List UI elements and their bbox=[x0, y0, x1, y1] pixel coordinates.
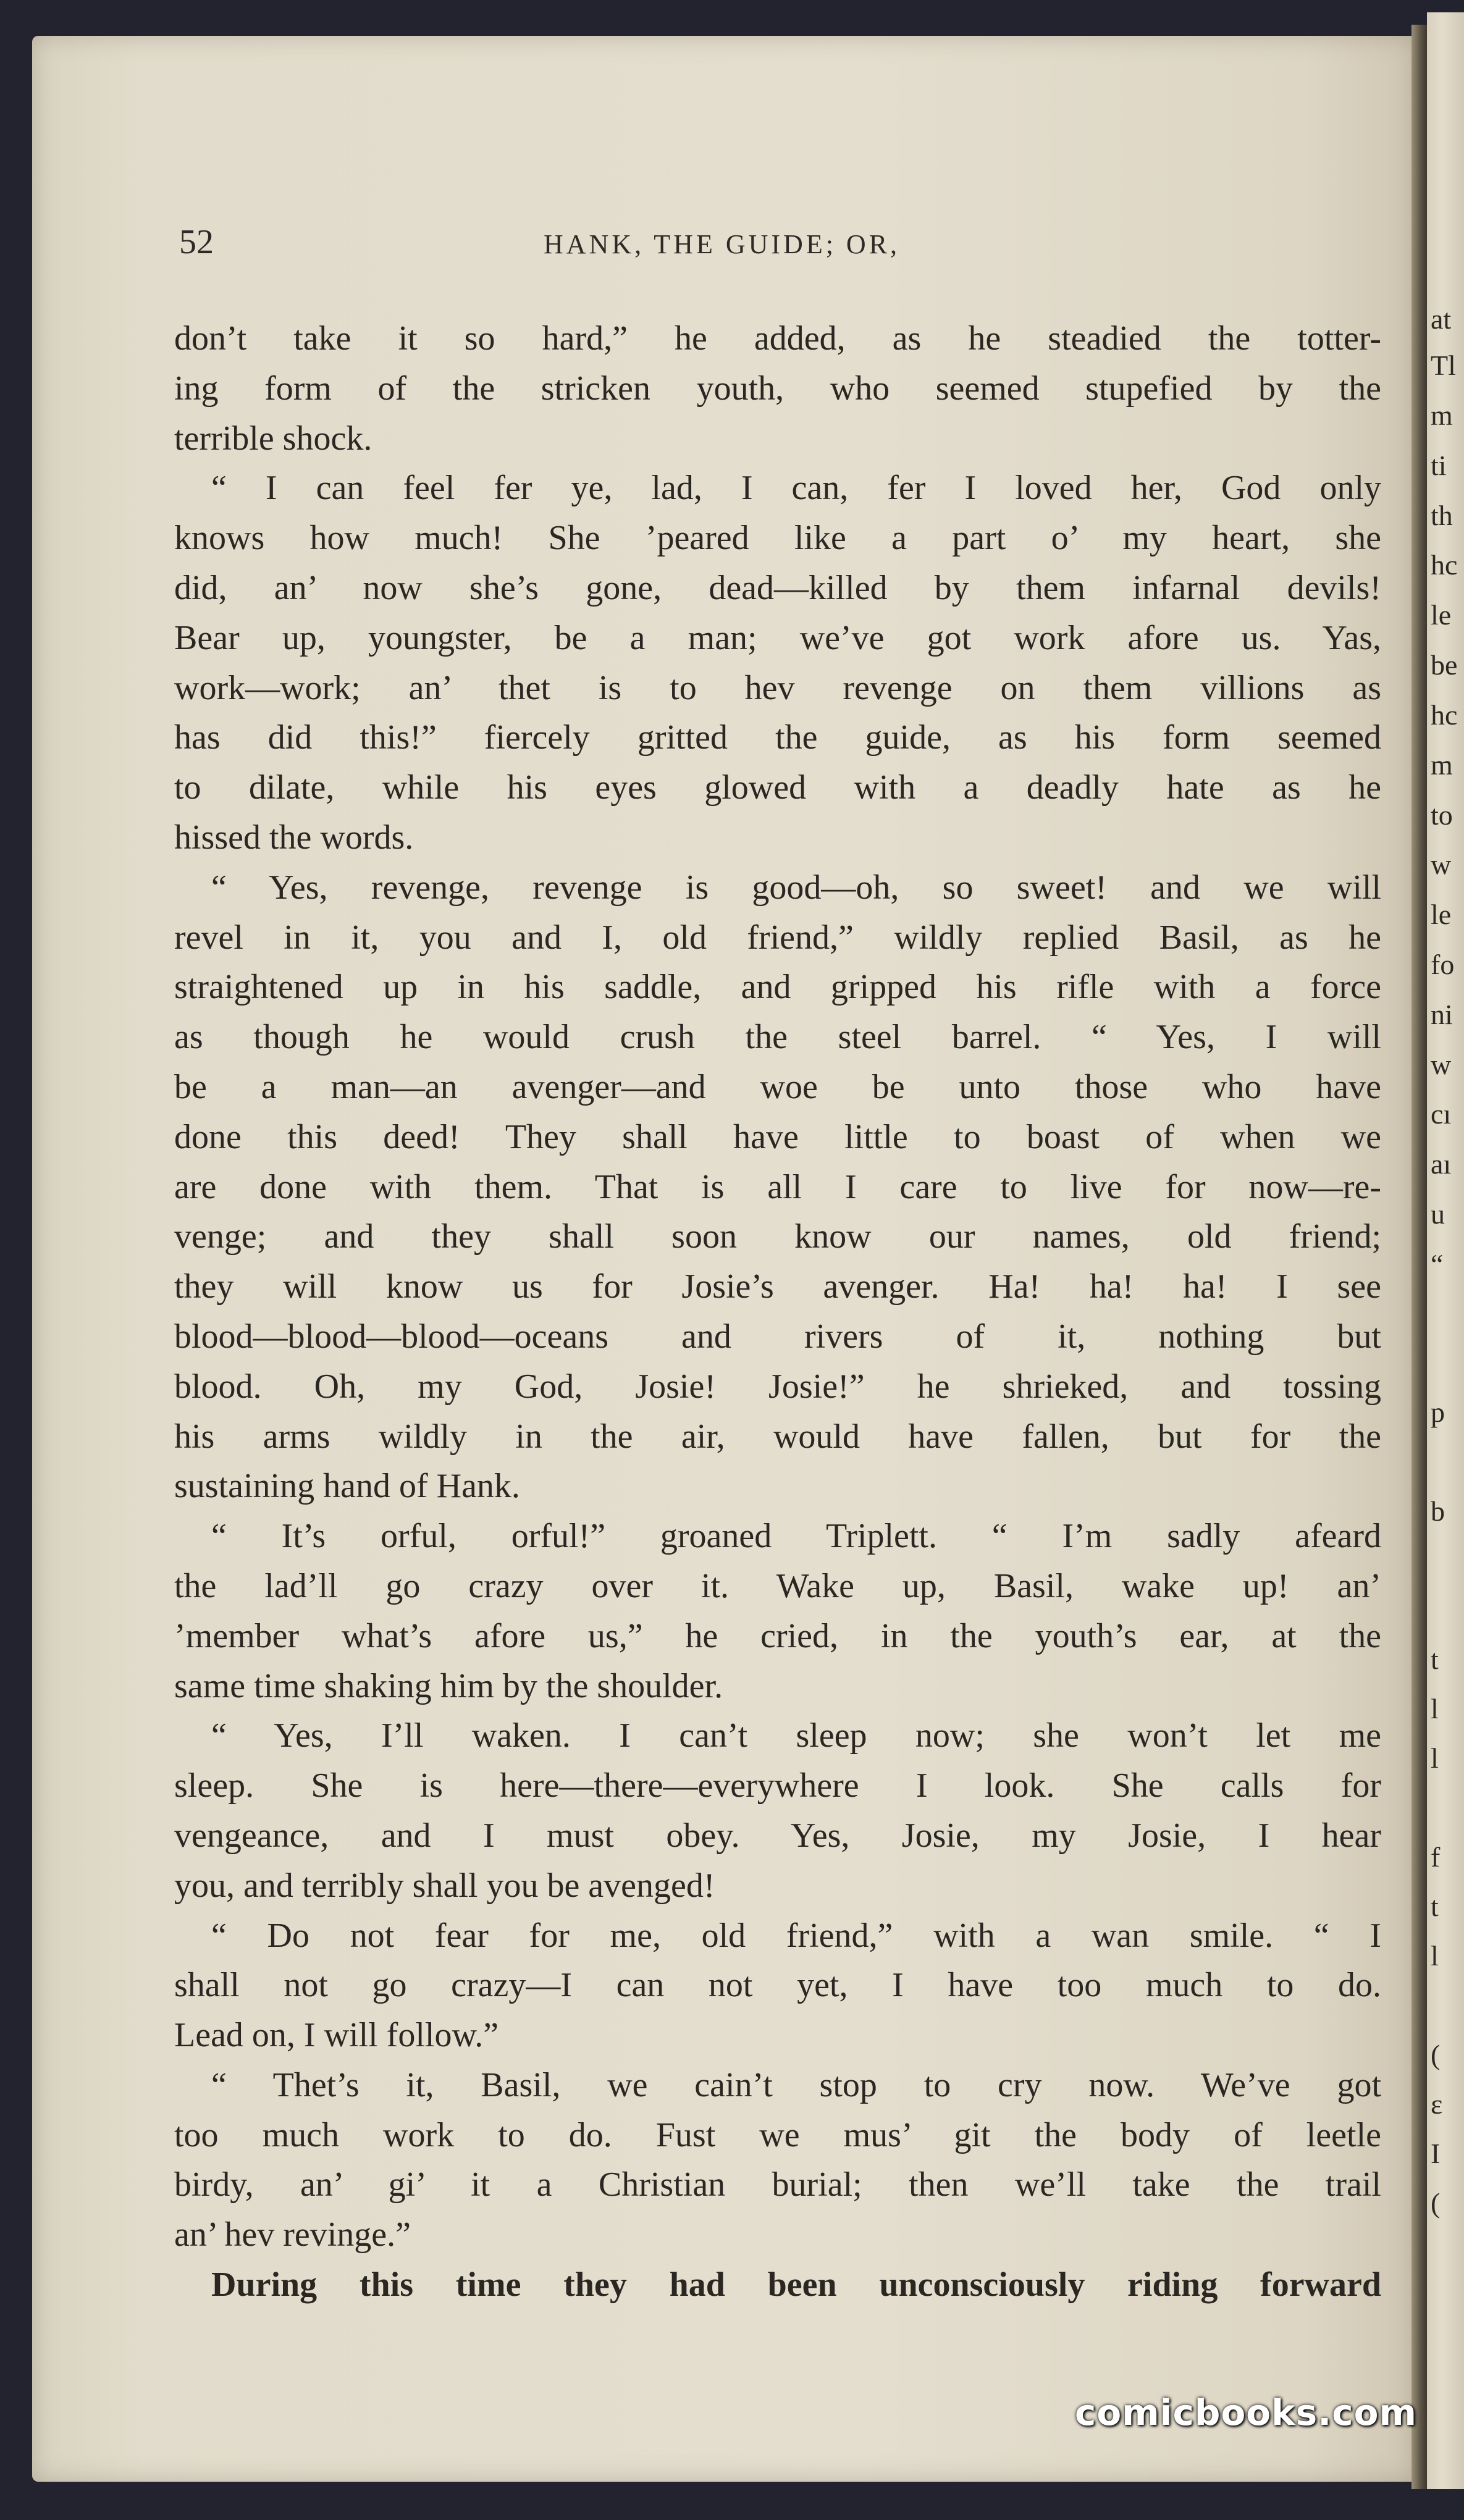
facing-page-fragment: ti bbox=[1431, 450, 1447, 481]
text-line: “ It’s orful, orful!” groaned Triplett. “ I’m sadly afeard bbox=[211, 1517, 1381, 1556]
text-line: venge; and they shall soon know our names, old friend; bbox=[174, 1217, 1381, 1256]
facing-page-fragment: p bbox=[1431, 1396, 1445, 1428]
text-line: his arms wildly in the air, would have fallen, but for the bbox=[174, 1417, 1381, 1456]
facing-page-fragment: t bbox=[1431, 1644, 1439, 1675]
text-line: revel in it, you and I, old friend,” wildly replied Basil, as he bbox=[174, 918, 1381, 957]
facing-page-fragment: cı bbox=[1431, 1098, 1452, 1130]
text-line: the lad’ll go crazy over it. Wake up, Basil, wake up! an’ bbox=[174, 1566, 1381, 1605]
text-line: are done with them. That is all I care to live for now—re- bbox=[174, 1167, 1381, 1206]
text-line: Bear up, youngster, be a man; we’ve got work afore us. Yas, bbox=[174, 618, 1381, 657]
facing-page-fragment: hc bbox=[1431, 549, 1458, 581]
facing-page-fragment: m bbox=[1431, 400, 1453, 431]
facing-page-fragment: ε bbox=[1431, 2088, 1443, 2120]
text-line: done this deed! They shall have little to boast of when we bbox=[174, 1117, 1381, 1156]
facing-page-fragment: be bbox=[1431, 649, 1458, 681]
text-line: too much work to do. Fust we mus’ git the body of leetle bbox=[174, 2115, 1381, 2154]
book-gutter bbox=[1411, 25, 1428, 2489]
text-line: to dilate, while his eyes glowed with a deadly hate as he bbox=[174, 768, 1381, 807]
text-line: “ Thet’s it, Basil, we cain’t stop to cry now. We’ve got bbox=[211, 2065, 1381, 2104]
facing-page-fragment: at bbox=[1431, 303, 1452, 335]
text-line: birdy, an’ gi’ it a Christian burial; then we’ll take the trail bbox=[174, 2165, 1381, 2204]
text-line: terrible shock. bbox=[174, 419, 372, 458]
facing-page-fragment: hc bbox=[1431, 699, 1458, 731]
text-line: blood—blood—blood—oceans and rivers of it, nothing but bbox=[174, 1317, 1381, 1356]
facing-page-edge bbox=[1427, 12, 1464, 2489]
page-number: 52 bbox=[179, 223, 214, 261]
facing-page-fragment: aı bbox=[1431, 1148, 1452, 1180]
text-line: work—work; an’ thet is to hev revenge on them villions as bbox=[174, 668, 1381, 707]
facing-page-fragment: ni bbox=[1431, 999, 1453, 1030]
facing-page-fragment: le bbox=[1431, 899, 1452, 930]
facing-page-fragment: th bbox=[1431, 500, 1453, 531]
text-line: “ Yes, I’ll waken. I can’t sleep now; she won’t let me bbox=[211, 1716, 1381, 1755]
facing-page-fragment: le bbox=[1431, 599, 1452, 631]
text-line: Lead on, I will follow.” bbox=[174, 2016, 499, 2055]
facing-page-fragment: Tl bbox=[1431, 350, 1456, 381]
text-line: blood. Oh, my God, Josie! Josie!” he shrieked, and tossing bbox=[174, 1367, 1381, 1406]
text-line: they will know us for Josie’s avenger. Ha! ha! ha! I see bbox=[174, 1267, 1381, 1306]
facing-page-fragment: “ bbox=[1431, 1248, 1444, 1280]
facing-page-fragment: fo bbox=[1431, 949, 1455, 980]
facing-page-fragment: I bbox=[1431, 2138, 1441, 2169]
text-line: has did this!” fiercely gritted the guide, as his form seemed bbox=[174, 718, 1381, 757]
facing-page-fragment: to bbox=[1431, 799, 1453, 831]
text-line: During this time they had been unconsciously riding forward bbox=[211, 2266, 1381, 2304]
text-line: sleep. She is here—there—everywhere I look. She calls for bbox=[174, 1766, 1381, 1805]
facing-page-fragment: w bbox=[1431, 1049, 1452, 1080]
facing-page-fragment: m bbox=[1431, 749, 1453, 781]
text-line: don’t take it so hard,” he added, as he steadied the totter- bbox=[174, 319, 1381, 358]
text-line: an’ hev revinge.” bbox=[174, 2216, 411, 2254]
text-line: ’member what’s afore us,” he cried, in the youth’s ear, at the bbox=[174, 1616, 1381, 1655]
text-line: you, and terribly shall you be avenged! bbox=[174, 1866, 715, 1905]
text-line: hissed the words. bbox=[174, 818, 414, 857]
text-line: vengeance, and I must obey. Yes, Josie, my Josie, I hear bbox=[174, 1816, 1381, 1855]
facing-page-fragment: ( bbox=[1431, 2039, 1441, 2070]
text-line: same time shaking him by the shoulder. bbox=[174, 1666, 723, 1705]
text-line: “ Yes, revenge, revenge is good—oh, so sweet! and we will bbox=[211, 868, 1381, 907]
running-title: HANK, THE GUIDE; OR, bbox=[544, 229, 901, 259]
watermark: comicbooks.com bbox=[1075, 2392, 1417, 2434]
text-line: straightened up in his saddle, and gripped his rifle with a force bbox=[174, 968, 1381, 1007]
text-line: ing form of the stricken youth, who seemed stupefied by the bbox=[174, 369, 1381, 408]
text-line: be a man—an avenger—and woe be unto those who have bbox=[174, 1067, 1381, 1106]
facing-page-fragment: w bbox=[1431, 849, 1452, 880]
text-line: as though he would crush the steel barrel. “ Yes, I will bbox=[174, 1018, 1381, 1057]
text-line: “ I can feel fer ye, lad, I can, fer I loved her, God only bbox=[211, 469, 1381, 508]
text-line: sustaining hand of Hank. bbox=[174, 1467, 520, 1506]
body-text bbox=[174, 314, 1381, 2310]
text-line: “ Do not fear for me, old friend,” with a wan smile. “ I bbox=[211, 1916, 1381, 1955]
facing-page-fragment: u bbox=[1431, 1198, 1445, 1230]
facing-page-fragment: t bbox=[1431, 1891, 1439, 1922]
facing-page-fragment: l bbox=[1431, 1742, 1439, 1774]
text-line: did, an’ now she’s gone, dead—killed by them infarnal devils! bbox=[174, 568, 1381, 607]
text-line: knows how much! She ’peared like a part o’ my heart, she bbox=[174, 519, 1381, 558]
facing-page-fragment: f bbox=[1431, 1841, 1441, 1873]
facing-page-fragment: b bbox=[1431, 1495, 1445, 1527]
facing-page-fragment: ( bbox=[1431, 2187, 1441, 2219]
facing-page-fragment: l bbox=[1431, 1940, 1439, 1972]
facing-page-fragment: l bbox=[1431, 1693, 1439, 1724]
text-line: shall not go crazy—I can not yet, I have too much to do. bbox=[174, 1966, 1381, 2005]
